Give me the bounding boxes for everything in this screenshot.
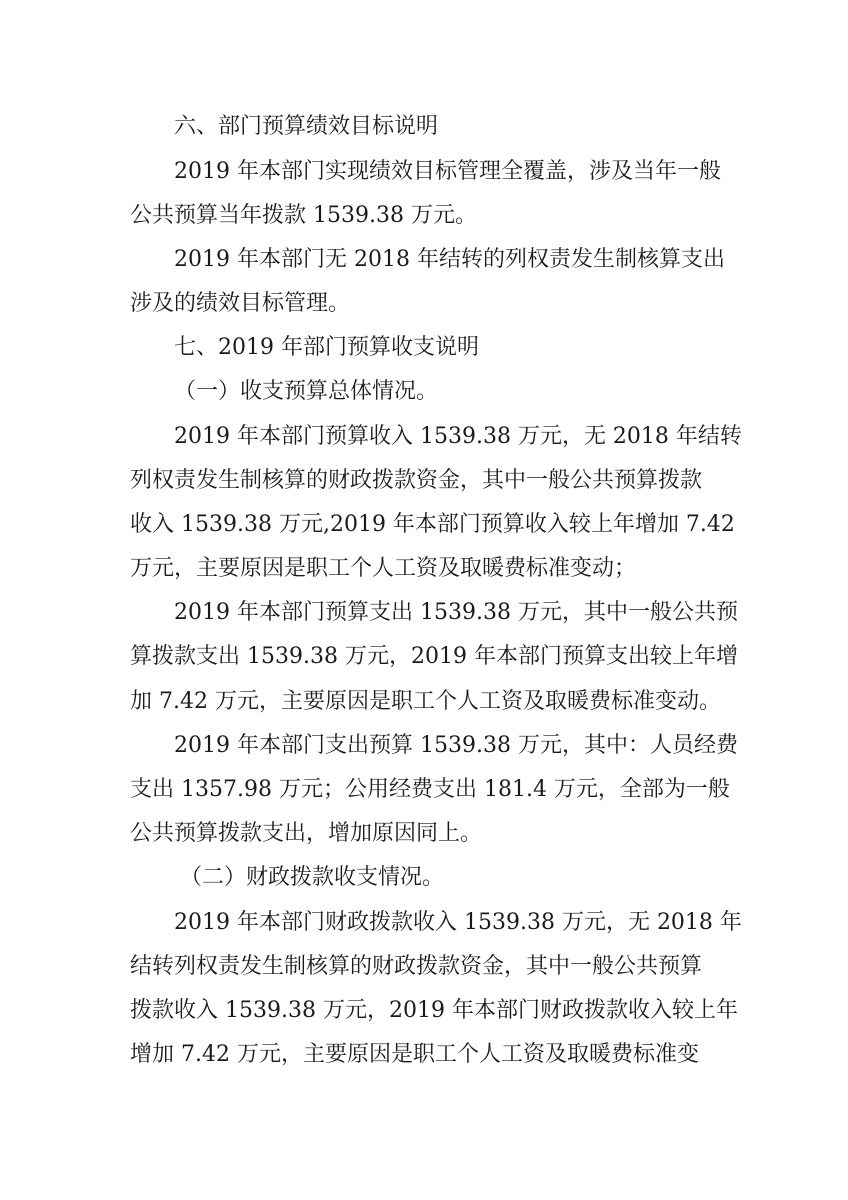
paragraph-line: 2019 年本部门无 2018 年结转的列权责发生制核算支出	[174, 247, 725, 272]
paragraph-line: 涉及的绩效目标管理。	[130, 291, 351, 316]
paragraph-line: 算拨款支出 1539.38 万元，2019 年本部门预算支出较上年增	[130, 644, 738, 669]
paragraph-line: 2019 年本部门财政拨款收入 1539.38 万元，无 2018 年	[174, 910, 742, 935]
paragraph-line: 结转列权责发生制核算的财政拨款资金，其中一般公共预算	[130, 954, 703, 979]
paragraph-line: 2019 年本部门预算支出 1539.38 万元，其中一般公共预	[174, 600, 738, 625]
paragraph-line: 增加 7.42 万元，主要原因是职工个人工资及取暖费标准变	[130, 1042, 699, 1067]
section-heading-7: 七、2019 年部门预算收支说明	[174, 335, 479, 360]
paragraph-line: 2019 年本部门预算收入 1539.38 万元，无 2018 年结转	[174, 424, 742, 449]
paragraph-line: 拨款收入 1539.38 万元，2019 年本部门财政拨款收入较上年	[130, 998, 738, 1023]
section-heading-6: 六、部门预算绩效目标说明	[174, 114, 439, 139]
subsection-heading-2: （二）财政拨款收支情况。	[180, 865, 445, 890]
paragraph-line: 2019 年本部门支出预算 1539.38 万元，其中：人员经费	[174, 733, 738, 758]
paragraph-line: 公共预算拨款支出，增加原因同上。	[130, 821, 483, 846]
subsection-heading-1: （一）收支预算总体情况。	[174, 379, 439, 404]
paragraph-line: 公共预算当年拨款 1539.38 万元。	[130, 203, 477, 228]
paragraph-line: 万元，主要原因是职工个人工资及取暖费标准变动；	[130, 556, 637, 581]
paragraph-line: 2019 年本部门实现绩效目标管理全覆盖，涉及当年一般	[174, 159, 721, 184]
paragraph-line: 支出 1357.98 万元；公用经费支出 181.4 万元，全部为一般	[130, 777, 730, 802]
paragraph-line: 收入 1539.38 万元,2019 年本部门预算收入较上年增加 7.42	[130, 512, 735, 537]
paragraph-line: 列权责发生制核算的财政拨款资金，其中一般公共预算拨款	[130, 468, 703, 493]
paragraph-line: 加 7.42 万元，主要原因是职工个人工资及取暖费标准变动。	[130, 689, 721, 714]
